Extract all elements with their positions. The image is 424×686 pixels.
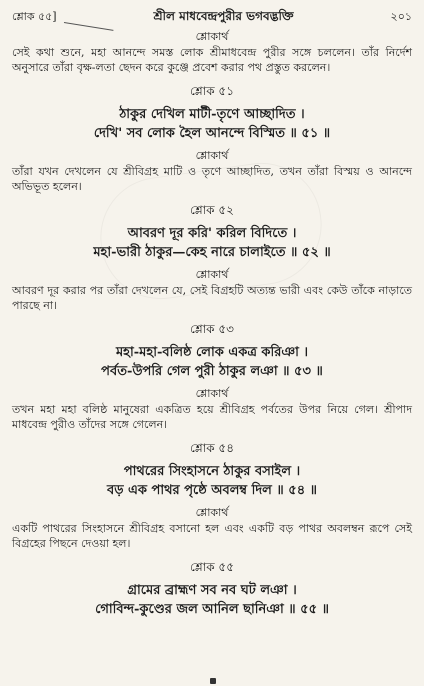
verse-line: ঠাকুর দেখিল মাটী-তৃণে আচ্ছাদিত । <box>119 107 305 122</box>
verse-number: শ্লোক ৫১ <box>190 84 234 98</box>
verse-line: পাথরের সিংহাসনে ঠাকুর বসাইল । <box>123 464 301 479</box>
translation-text: তাঁরা যখন দেখলেন যে শ্রীবিগ্রহ মাটি ও তৃণে আচ্ছাদিত, তখন তাঁরা বিস্ময় ও আনন্দে অভিভূত হলেন। <box>12 165 412 193</box>
header-title: শ্রীল মাধবেন্দ্রপুরীর ভগবদ্ভক্তি <box>153 9 294 23</box>
verse-number: শ্লোক ৫৫ <box>190 560 234 574</box>
verse-line: মহা-মহা-বলিষ্ঠ লোক একত্র করিঞা । <box>115 345 309 360</box>
page-header <box>12 8 412 24</box>
translation-heading: শ্লোকার্থ <box>195 506 229 519</box>
translation-heading: শ্লোকার্থ <box>195 268 229 281</box>
translation-text: আবরণ দূর করার পর তাঁরা দেখলেন যে, সেই বিগ্রহটি অত্যন্ত ভারী এবং কেউ তাঁকে নাড়াতে পারছে না। <box>12 284 412 312</box>
translation-text: সেই কথা শুনে, মহা আনন্দে সমস্ত লোক শ্রীমাধবেন্দ্র পুরীর সঙ্গে চললেন। তাঁর নির্দেশ অনুসারে তাঁরা বৃক্ষ-লতা ছেদন করে কুঞ্জে প্রবেশ করার পথ প্রস্তুত করলেন। <box>12 46 412 74</box>
verse-number: শ্লোক ৫৩ <box>190 322 234 336</box>
verse-line: দেখি' সব লোক হৈল আনন্দে বিস্মিত ॥ ৫১ ॥ <box>93 126 331 141</box>
verse-line: পর্বত-উপরি গেল পুরী ঠাকুর লঞা ॥ ৫৩ ॥ <box>101 364 323 379</box>
verse-number: শ্লোক ৫৪ <box>190 441 234 455</box>
translation-text: তখন মহা মহা বলিষ্ঠ মানুষেরা একত্রিত হয়ে শ্রীবিগ্রহ পর্বতের উপর নিয়ে গেল। শ্রীপাদ মাধবেন্দ্র পুরীও তাঁদের সঙ্গে গেলেন। <box>12 403 412 431</box>
translation-text: একটি পাথরের সিংহাসনে শ্রীবিগ্রহ বসানো হল এবং একটি বড় পাথর অবলম্বন রূপে সেই বিগ্রহের পিছনে দেওয়া হল। <box>12 522 412 550</box>
verse-line: মহা-ভারী ঠাকুর—কেহ নারে চালাইতে ॥ ৫২ ॥ <box>93 245 331 260</box>
verse-line: আবরণ দূর করি' করিল বিদিতে । <box>127 226 297 241</box>
translation-heading: শ্লোকার্থ <box>195 387 229 400</box>
header-verse-ref: শ্লোক ৫৫] <box>12 10 57 23</box>
verse-line: গ্রামের ব্রাহ্মণ সব নব ঘট লঞা । <box>127 583 297 598</box>
verse-number: শ্লোক ৫২ <box>190 203 234 217</box>
page-edge-mark <box>210 678 216 684</box>
translation-heading: শ্লোকার্থ <box>195 149 229 162</box>
verse-line: গোবিন্দ-কুণ্ডের জল আনিল ছানিঞা ॥ ৫৫ ॥ <box>95 602 329 617</box>
page-number: ২০১ <box>390 10 412 23</box>
translation-heading: শ্লোকার্থ <box>195 30 229 43</box>
verse-line: বড় এক পাথর পৃষ্ঠে অবলম্ব দিল ॥ ৫৪ ॥ <box>106 483 318 498</box>
